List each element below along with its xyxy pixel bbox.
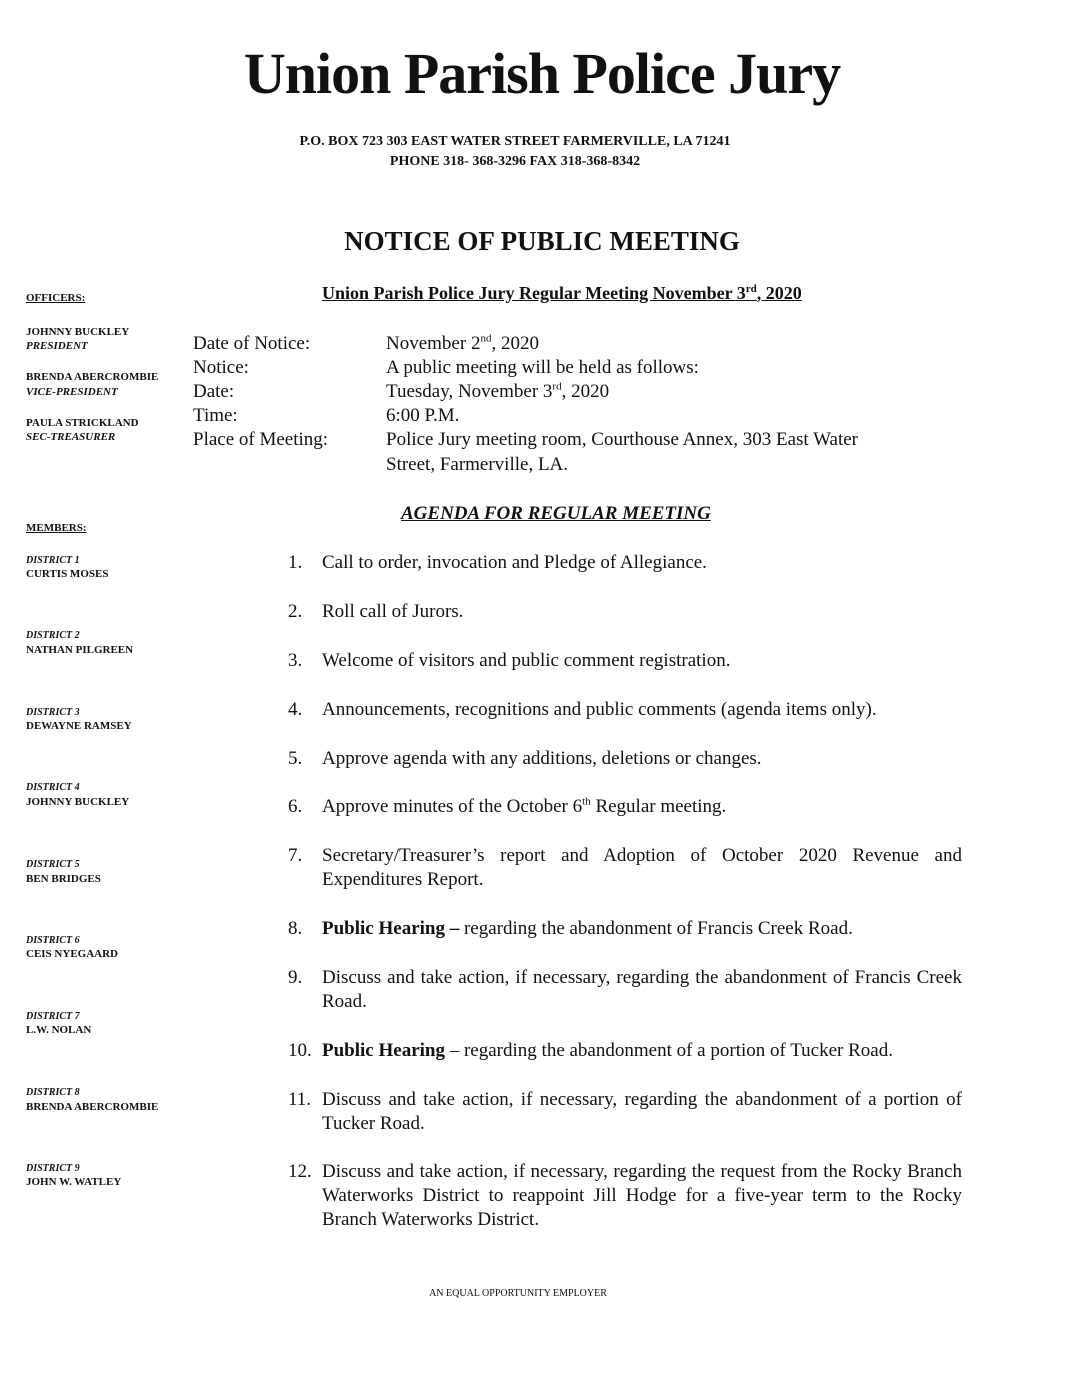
district-label: DISTRICT 9 bbox=[26, 1163, 80, 1174]
agenda-item-text: Approve minutes of the October 6th Regular meeting. bbox=[322, 795, 727, 817]
district-label: DISTRICT 6 bbox=[26, 935, 80, 946]
notice-title: NOTICE OF PUBLIC MEETING bbox=[344, 226, 740, 256]
agenda-item bbox=[288, 966, 962, 1014]
notice-value: A public meeting will be held as follows: bbox=[386, 357, 699, 378]
date-of-notice-value: November 2nd, 2020 bbox=[386, 332, 539, 354]
agenda-item-number: 3. bbox=[288, 650, 303, 671]
agenda-item bbox=[288, 844, 962, 892]
agenda-item-text: Discuss and take action, if necessary, regarding the abandonment of a portion of Tucker Road. bbox=[322, 1089, 962, 1134]
officer-role: PRESIDENT bbox=[26, 340, 88, 352]
agenda-item bbox=[288, 1088, 962, 1136]
phone-fax-line: PHONE 318- 368-3296 FAX 318-368-8342 bbox=[389, 154, 641, 169]
notice-label: Notice: bbox=[193, 357, 249, 378]
district-label: DISTRICT 2 bbox=[26, 630, 80, 641]
officer-role: SEC-TREASURER bbox=[26, 431, 116, 443]
district-label: DISTRICT 1 bbox=[26, 555, 80, 566]
agenda-item-number: 7. bbox=[288, 845, 303, 866]
member-name: BEN BRIDGES bbox=[26, 873, 101, 885]
agenda-item bbox=[288, 795, 962, 819]
agenda-item-text: Public Hearing – regarding the abandonment of a portion of Tucker Road. bbox=[322, 1040, 893, 1061]
member-name: JOHNNY BUCKLEY bbox=[26, 796, 130, 808]
agenda-item bbox=[288, 1039, 962, 1063]
agenda-item-text: Call to order, invocation and Pledge of Allegiance. bbox=[322, 552, 707, 573]
members-heading: MEMBERS: bbox=[26, 522, 87, 534]
date-value: Tuesday, November 3rd, 2020 bbox=[386, 380, 610, 402]
agenda-item bbox=[288, 698, 968, 722]
member-name: NATHAN PILGREEN bbox=[26, 644, 134, 656]
district-label: DISTRICT 5 bbox=[26, 859, 80, 870]
member-name: JOHN W. WATLEY bbox=[26, 1176, 122, 1188]
member-name: CEIS NYEGAARD bbox=[26, 948, 118, 960]
agenda-item-number: 9. bbox=[288, 967, 303, 988]
officers-heading: OFFICERS: bbox=[26, 292, 86, 304]
footer-text: AN EQUAL OPPORTUNITY EMPLOYER bbox=[429, 1288, 607, 1299]
agenda-item-number: 2. bbox=[288, 601, 303, 622]
agenda-item bbox=[288, 551, 962, 575]
time-label: Time: bbox=[193, 405, 238, 426]
date-label: Date: bbox=[193, 381, 235, 402]
district-label: DISTRICT 3 bbox=[26, 707, 80, 718]
agenda-item-text: Public Hearing – regarding the abandonment of Francis Creek Road. bbox=[322, 918, 853, 939]
agenda-item-number: 6. bbox=[288, 796, 303, 817]
place-value-cont: Street, Farmerville, LA. bbox=[386, 454, 569, 475]
agenda-item bbox=[288, 747, 962, 771]
officer-name: JOHNNY BUCKLEY bbox=[26, 326, 130, 338]
time-value: 6:00 P.M. bbox=[386, 405, 460, 426]
address-line: P.O. BOX 723 303 EAST WATER STREET FARMERVILLE, LA 71241 bbox=[299, 134, 731, 149]
district-label: DISTRICT 4 bbox=[26, 782, 80, 793]
agenda-item-number: 8. bbox=[288, 918, 303, 939]
agenda-item bbox=[288, 1160, 962, 1232]
meeting-heading: Union Parish Police Jury Regular Meeting November 3rd, 2020 bbox=[322, 283, 802, 303]
agenda-item-number: 5. bbox=[288, 748, 303, 769]
officer-name: BRENDA ABERCROMBIE bbox=[26, 371, 159, 383]
agenda-item-number: 11. bbox=[288, 1089, 312, 1110]
agenda-heading: AGENDA FOR REGULAR MEETING bbox=[401, 503, 711, 524]
officer-name: PAULA STRICKLAND bbox=[26, 417, 139, 429]
member-name: BRENDA ABERCROMBIE bbox=[26, 1101, 159, 1113]
agenda-item-text: Roll call of Jurors. bbox=[322, 601, 464, 622]
agenda-item-text: Welcome of visitors and public comment registration. bbox=[322, 650, 731, 671]
district-label: DISTRICT 8 bbox=[26, 1087, 80, 1098]
document-title: Union Parish Police Jury bbox=[243, 41, 841, 106]
member-name: DEWAYNE RAMSEY bbox=[26, 720, 132, 732]
agenda-item-text: Announcements, recognitions and public comments (agenda items only). bbox=[322, 699, 877, 720]
agenda-item-text: Discuss and take action, if necessary, regarding the abandonment of Francis Creek Road. bbox=[322, 967, 962, 1012]
agenda-item-number: 4. bbox=[288, 699, 303, 720]
agenda-item bbox=[288, 917, 962, 941]
date-of-notice-label: Date of Notice: bbox=[193, 333, 311, 354]
district-label: DISTRICT 7 bbox=[26, 1011, 80, 1022]
place-value: Police Jury meeting room, Courthouse Annex, 303 East Water bbox=[386, 429, 858, 450]
place-label: Place of Meeting: bbox=[193, 429, 329, 450]
agenda-item-number: 12. bbox=[288, 1161, 312, 1182]
agenda-item bbox=[288, 600, 962, 624]
agenda-item-text: Approve agenda with any additions, deletions or changes. bbox=[322, 748, 762, 769]
agenda-item-number: 1. bbox=[288, 552, 303, 573]
member-name: L.W. NOLAN bbox=[26, 1024, 92, 1036]
agenda-item-text: Secretary/Treasurer’s report and Adoption of October 2020 Revenue and Expenditures Report. bbox=[322, 845, 962, 890]
agenda-item-text: Discuss and take action, if necessary, regarding the request from the Rocky Branch Waterworks District to reappoint Jill Hodge for a five-year term to the Rocky Branch Waterworks District. bbox=[322, 1161, 962, 1230]
agenda-item-number: 10. bbox=[288, 1040, 312, 1061]
officer-role: VICE-PRESIDENT bbox=[26, 386, 118, 398]
agenda-item bbox=[288, 649, 962, 673]
member-name: CURTIS MOSES bbox=[26, 568, 109, 580]
